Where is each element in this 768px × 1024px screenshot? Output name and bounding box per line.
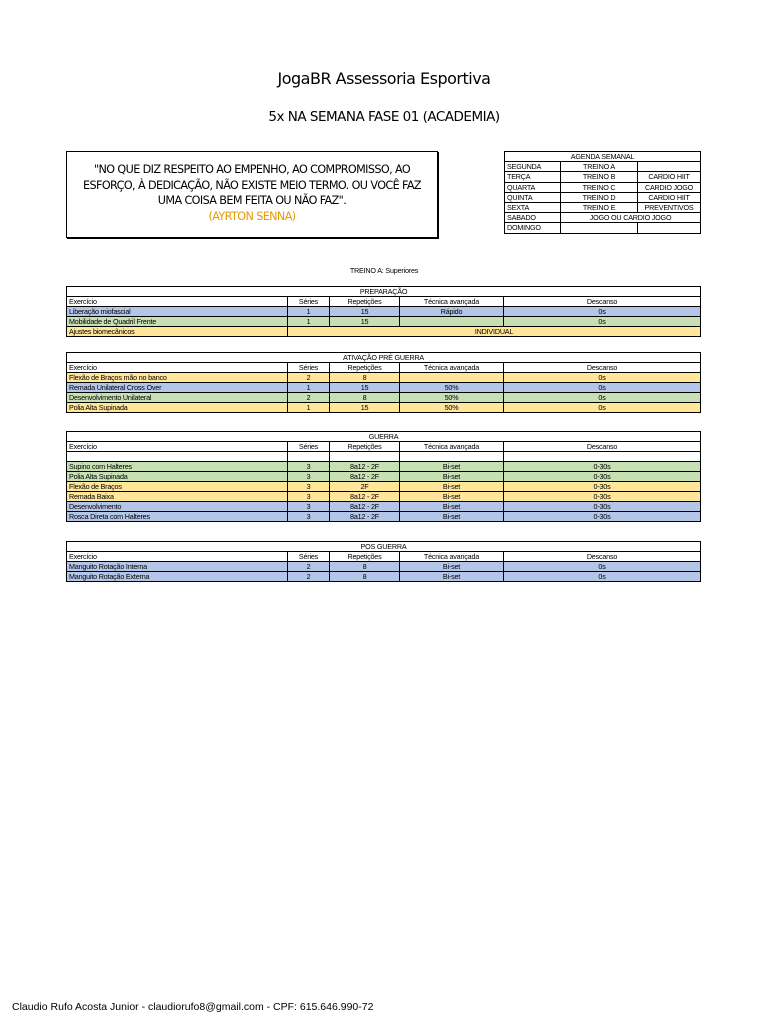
exercise-row bbox=[67, 452, 701, 462]
exercise-row bbox=[67, 492, 701, 502]
exercise-name: Remada Unilateral Cross Over bbox=[67, 383, 288, 393]
exercise-name: Manguito Rotação Externa bbox=[67, 572, 288, 582]
agenda-row bbox=[505, 192, 701, 202]
exercise-row bbox=[67, 373, 701, 383]
agenda-training: TREINO D bbox=[561, 192, 638, 202]
exercise-series: 3 bbox=[288, 492, 330, 502]
exercise-rest: 0s bbox=[504, 572, 701, 582]
header-technique: Técnica avançada bbox=[400, 552, 504, 562]
document-title: JogaBR Assessoria Esportiva bbox=[277, 69, 491, 88]
header-rest: Descanso bbox=[504, 552, 701, 562]
exercise-technique: Rápido bbox=[400, 307, 504, 317]
agenda-title: AGENDA SEMANAL bbox=[505, 152, 701, 162]
exercise-name: Flexão de Braços mão no banco bbox=[67, 373, 288, 383]
exercise-rest: 0-30s bbox=[504, 482, 701, 492]
exercise-name: Supino com Halteres bbox=[67, 462, 288, 472]
exercise-reps: 8 bbox=[330, 572, 400, 582]
section-title: GUERRA bbox=[67, 432, 701, 442]
exercise-rest bbox=[504, 452, 701, 462]
exercise-reps: 8a12 - 2F bbox=[330, 472, 400, 482]
exercise-rest: 0s bbox=[504, 393, 701, 403]
header-reps: Repetições bbox=[330, 442, 400, 452]
exercise-technique: 50% bbox=[400, 403, 504, 413]
exercise-reps: 15 bbox=[330, 307, 400, 317]
exercise-row bbox=[67, 403, 701, 413]
exercise-rest: 0-30s bbox=[504, 462, 701, 472]
exercise-rest: 0-30s bbox=[504, 472, 701, 482]
exercise-name: Polia Alta Supinada bbox=[67, 403, 288, 413]
exercise-row bbox=[67, 327, 701, 337]
exercise-rest: 0-30s bbox=[504, 492, 701, 502]
exercise-rest: 0-30s bbox=[504, 502, 701, 512]
exercise-reps: 15 bbox=[330, 317, 400, 327]
exercise-row bbox=[67, 462, 701, 472]
agenda-cardio bbox=[638, 223, 701, 233]
header-technique: Técnica avançada bbox=[400, 363, 504, 373]
quote-author: (AYRTON SENNA) bbox=[208, 209, 296, 223]
treino-caption: TREINO A: Superiores bbox=[349, 266, 419, 275]
agenda-training: TREINO A bbox=[561, 162, 638, 172]
section-title: ATIVAÇÃO PRÉ GUERRA bbox=[67, 353, 701, 363]
header-technique: Técnica avançada bbox=[400, 442, 504, 452]
exercise-row bbox=[67, 512, 701, 522]
header-reps: Repetições bbox=[330, 297, 400, 307]
exercise-technique: Bi-set bbox=[400, 502, 504, 512]
header-series: Séries bbox=[288, 297, 330, 307]
exercise-rest: 0s bbox=[504, 383, 701, 393]
exercise-reps: 15 bbox=[330, 383, 400, 393]
column-header-row bbox=[67, 552, 701, 562]
section-title-row bbox=[67, 353, 701, 363]
header-exercise: Exercício bbox=[67, 297, 288, 307]
section-title: POS GUERRA bbox=[67, 542, 701, 552]
exercise-name: Flexão de Braços bbox=[67, 482, 288, 492]
exercise-row bbox=[67, 393, 701, 403]
exercise-rest: 0s bbox=[504, 373, 701, 383]
agenda-day: SABADO bbox=[505, 213, 561, 223]
exercise-technique: 50% bbox=[400, 383, 504, 393]
agenda-cardio bbox=[638, 162, 701, 172]
section-title-row bbox=[67, 287, 701, 297]
agenda-training bbox=[561, 223, 638, 233]
exercise-technique: Bi-set bbox=[400, 572, 504, 582]
exercise-series: 3 bbox=[288, 512, 330, 522]
agenda-row bbox=[505, 223, 701, 233]
agenda-row bbox=[505, 202, 701, 212]
exercise-reps: 15 bbox=[330, 403, 400, 413]
exercise-reps: 8 bbox=[330, 562, 400, 572]
exercise-technique: Bi-set bbox=[400, 482, 504, 492]
exercise-name: Manguito Rotação Interna bbox=[67, 562, 288, 572]
exercise-reps: 8a12 - 2F bbox=[330, 492, 400, 502]
section-title: PREPARAÇÃO bbox=[67, 287, 701, 297]
header-rest: Descanso bbox=[504, 297, 701, 307]
section-table bbox=[66, 431, 701, 522]
exercise-name: Desenvolvimento Unilateral bbox=[67, 393, 288, 403]
exercise-technique bbox=[400, 452, 504, 462]
exercise-row bbox=[67, 572, 701, 582]
section-table bbox=[66, 352, 701, 413]
exercise-technique bbox=[400, 373, 504, 383]
exercise-reps: 8 bbox=[330, 373, 400, 383]
agenda-training: TREINO E bbox=[561, 202, 638, 212]
header-rest: Descanso bbox=[504, 442, 701, 452]
exercise-series: 3 bbox=[288, 502, 330, 512]
agenda-day: QUARTA bbox=[505, 182, 561, 192]
agenda-table bbox=[504, 151, 701, 234]
exercise-name: Remada Baixa bbox=[67, 492, 288, 502]
agenda-training: TREINO C bbox=[561, 182, 638, 192]
exercise-reps: 8a12 - 2F bbox=[330, 502, 400, 512]
agenda-cardio: CARDIO HIIT bbox=[638, 192, 701, 202]
exercise-series bbox=[288, 452, 330, 462]
exercise-technique: 50% bbox=[400, 393, 504, 403]
exercise-technique: Bi-set bbox=[400, 462, 504, 472]
exercise-name: Rosca Direta com Halteres bbox=[67, 512, 288, 522]
exercise-reps: 8a12 - 2F bbox=[330, 512, 400, 522]
agenda-cardio: CARDIO JOGO bbox=[638, 182, 701, 192]
exercise-row bbox=[67, 482, 701, 492]
section-table bbox=[66, 541, 701, 582]
exercise-name: Mobilidade de Quadril Frente bbox=[67, 317, 288, 327]
exercise-reps: 2F bbox=[330, 482, 400, 492]
agenda-activity: JOGO OU CARDIO JOGO bbox=[561, 213, 701, 223]
exercise-series: 1 bbox=[288, 317, 330, 327]
exercise-technique: Bi-set bbox=[400, 472, 504, 482]
exercise-note: INDIVIDUAL bbox=[288, 327, 701, 337]
exercise-row bbox=[67, 562, 701, 572]
exercise-rest: 0s bbox=[504, 562, 701, 572]
agenda-row bbox=[505, 213, 701, 223]
exercise-reps: 8a12 - 2F bbox=[330, 462, 400, 472]
exercise-series: 3 bbox=[288, 482, 330, 492]
exercise-technique: Bi-set bbox=[400, 492, 504, 502]
header-rest: Descanso bbox=[504, 363, 701, 373]
exercise-row bbox=[67, 502, 701, 512]
header-exercise: Exercício bbox=[67, 552, 288, 562]
exercise-series: 2 bbox=[288, 562, 330, 572]
exercise-reps: 8 bbox=[330, 393, 400, 403]
exercise-name: Liberação miofascial bbox=[67, 307, 288, 317]
exercise-reps bbox=[330, 452, 400, 462]
agenda-training: TREINO B bbox=[561, 172, 638, 182]
header-reps: Repetições bbox=[330, 552, 400, 562]
exercise-series: 3 bbox=[288, 472, 330, 482]
exercise-rest: 0-30s bbox=[504, 512, 701, 522]
section-title-row bbox=[67, 432, 701, 442]
exercise-series: 2 bbox=[288, 393, 330, 403]
agenda-day: SEXTA bbox=[505, 202, 561, 212]
exercise-name: Desenvolvimento bbox=[67, 502, 288, 512]
exercise-row bbox=[67, 472, 701, 482]
agenda-row bbox=[505, 172, 701, 182]
header-technique: Técnica avançada bbox=[400, 297, 504, 307]
footer-text: Claudio Rufo Acosta Junior - claudiorufo8@gmail.com - CPF: 615.646.990-72 bbox=[12, 1001, 374, 1013]
exercise-technique bbox=[400, 317, 504, 327]
agenda-row bbox=[505, 162, 701, 172]
agenda-cardio: PREVENTIVOS bbox=[638, 202, 701, 212]
exercise-series: 2 bbox=[288, 373, 330, 383]
column-header-row bbox=[67, 442, 701, 452]
exercise-rest: 0s bbox=[504, 307, 701, 317]
exercise-rest: 0s bbox=[504, 317, 701, 327]
exercise-series: 2 bbox=[288, 572, 330, 582]
exercise-series: 1 bbox=[288, 307, 330, 317]
exercise-name bbox=[67, 452, 288, 462]
header-series: Séries bbox=[288, 363, 330, 373]
section-title-row bbox=[67, 542, 701, 552]
header-exercise: Exercício bbox=[67, 442, 288, 452]
agenda-cardio: CARDIO HIIT bbox=[638, 172, 701, 182]
agenda-row bbox=[505, 182, 701, 192]
exercise-series: 1 bbox=[288, 403, 330, 413]
column-header-row bbox=[67, 297, 701, 307]
agenda-day: TERÇA bbox=[505, 172, 561, 182]
exercise-technique: Bi-set bbox=[400, 562, 504, 572]
exercise-name: Ajustes biomecânicos bbox=[67, 327, 288, 337]
exercise-row bbox=[67, 383, 701, 393]
exercise-series: 1 bbox=[288, 383, 330, 393]
header-series: Séries bbox=[288, 442, 330, 452]
exercise-name: Polia Alta Supinada bbox=[67, 472, 288, 482]
quote-text: "NO QUE DIZ RESPEITO AO EMPENHO, AO COMPROMISSO, AO ESFORÇO, À DEDICAÇÃO, NÃO EXISTE MEIO TERMO. OU VOCÊ FAZ UMA COISA BEM FEITA OU NÃO FAZ". bbox=[83, 163, 421, 207]
agenda-header-row bbox=[505, 152, 701, 162]
section-table bbox=[66, 286, 701, 337]
agenda-day: DOMINGO bbox=[505, 223, 561, 233]
header-reps: Repetições bbox=[330, 363, 400, 373]
column-header-row bbox=[67, 363, 701, 373]
exercise-technique: Bi-set bbox=[400, 512, 504, 522]
exercise-rest: 0s bbox=[504, 403, 701, 413]
document-subtitle: 5x NA SEMANA FASE 01 (ACADEMIA) bbox=[268, 109, 500, 125]
exercise-row bbox=[67, 307, 701, 317]
quote-box bbox=[66, 151, 438, 238]
exercise-row bbox=[67, 317, 701, 327]
agenda-day: QUINTA bbox=[505, 192, 561, 202]
agenda-day: SEGUNDA bbox=[505, 162, 561, 172]
header-exercise: Exercício bbox=[67, 363, 288, 373]
exercise-series: 3 bbox=[288, 462, 330, 472]
header-series: Séries bbox=[288, 552, 330, 562]
